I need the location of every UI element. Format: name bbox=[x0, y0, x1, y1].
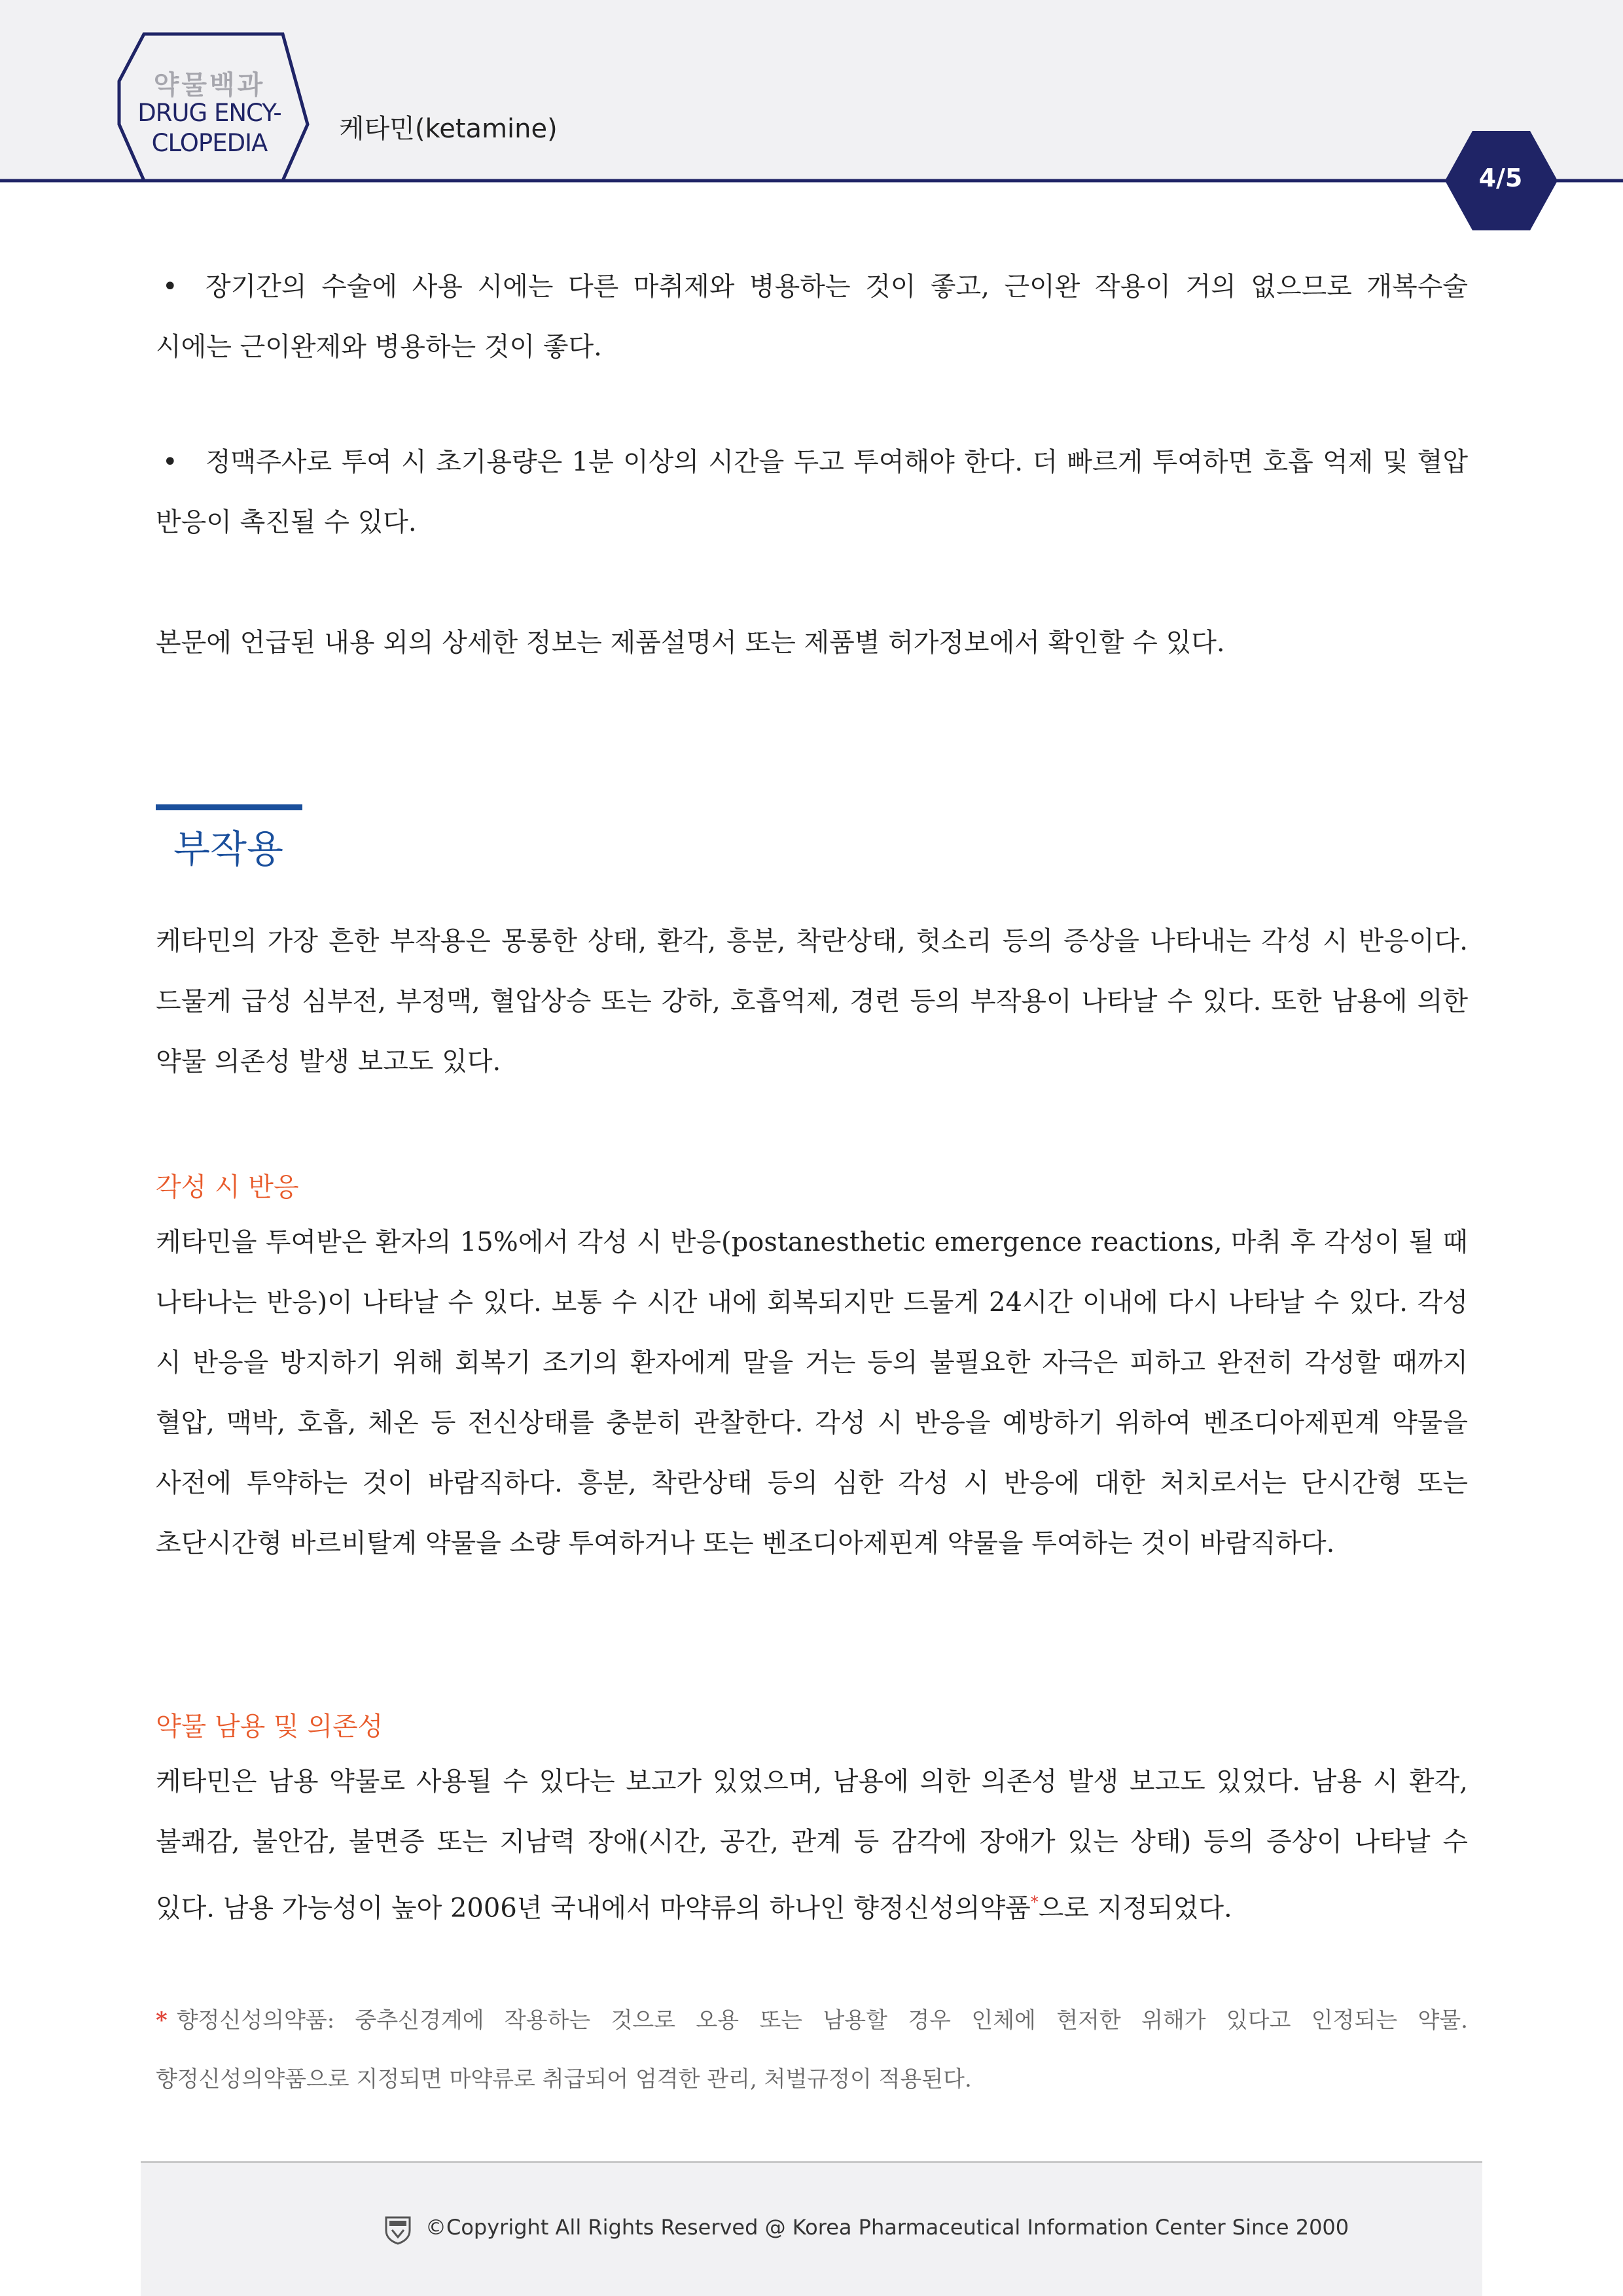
bullet-text: 정맥주사로 투여 시 초기용량은 1분 이상의 시간을 두고 투여해야 한다. 더 빠르게 투여하면 호흡 억제 및 혈압 반응이 촉진될 수 있다. bbox=[156, 447, 1468, 537]
shield-icon bbox=[383, 2215, 413, 2245]
section-title: 부작용 bbox=[173, 827, 284, 871]
bullet-item bbox=[156, 432, 1468, 552]
bullet-item bbox=[156, 257, 1468, 377]
bullet-mark: • bbox=[162, 272, 178, 302]
footnote bbox=[156, 1991, 1468, 2109]
detail-info-note: 본문에 언급된 내용 외의 상세한 정보는 제품설명서 또는 제품별 허가정보에서 확인할 수 있다. bbox=[156, 628, 1225, 658]
abuse-text: 케타민은 남용 약물로 사용될 수 있다는 보고가 있었으며, 남용에 의한 의존성 발생 보고도 있었다. 남용 시 환각, 불쾌감, 불안감, 불면증 또는 지남력 장애(시간, 공간, 관계 등 감각에 장애가 있는 상태) 등의 증상이 나타날 수 있다. 남용 가능성이 높아 2006년 국내에서 마약류의 하나인 향정신성의약품 bbox=[156, 1767, 1468, 1924]
logo-english-line1: DRUG ENCY- bbox=[137, 99, 281, 127]
abuse-body bbox=[156, 1751, 1468, 1938]
footnote-reference: * bbox=[1030, 1893, 1039, 1911]
bullet-mark: • bbox=[162, 447, 178, 477]
emergence-body: 케타민을 투여받은 환자의 15%에서 각성 시 반응(postanesthetic emergence reactions, 마취 후 각성이 될 때 나타나는 반응)이 나타날 수 있다. 보통 수 시간 내에 회복되지만 드물게 24시간 이내에 다시 나타날 수 있다. 각성 시 반응을 방지하기 위해 회복기 조기의 환자에게 말을 거는 등의 불필요한 자극은 피하고 완전히 각성할 때까지 혈압, 맥박, 호흡, 체온 등 전신상태를 충분히 관찰한다. 각성 시 반응을 예방하기 위하여 벤조디아제핀계 약물을 사전에 투약하는 것이 바람직하다. 흥분, 착란상태 등의 심한 각성 시 반응에 대한 처치로서는 단시간형 또는 초단시간형 바르비탈계 약물을 소량 투여하거나 또는 벤조디아제핀계 약물을 투여하는 것이 바람직하다. bbox=[156, 1227, 1468, 1558]
side-effects-summary: 케타민의 가장 흔한 부작용은 몽롱한 상태, 환각, 흥분, 착란상태, 헛소리 등의 증상을 나타내는 각성 시 반응이다. 드물게 급성 심부전, 부정맥, 혈압상승 또는 강하, 호흡억제, 경련 등의 부작용이 나타날 수 있다. 또한 남용에 의한 약물 의존성 발생 보고도 있다. bbox=[156, 926, 1468, 1077]
abuse-text-end: 으로 지정되었다. bbox=[1038, 1893, 1232, 1924]
page-number: 4/5 bbox=[1478, 164, 1523, 192]
section-title-bar bbox=[156, 804, 302, 810]
subheading-abuse: 약물 남용 및 의존성 bbox=[156, 1712, 383, 1742]
bullet-text: 장기간의 수술에 사용 시에는 다른 마취제와 병용하는 것이 좋고, 근이완 작용이 거의 없으므로 개복수술 시에는 근이완제와 병용하는 것이 좋다. bbox=[156, 272, 1468, 362]
subheading-emergence: 각성 시 반응 bbox=[156, 1172, 299, 1202]
logo-english bbox=[131, 98, 288, 158]
footnote-mark: * bbox=[156, 2007, 168, 2034]
logo-english-line2: CLOPEDIA bbox=[151, 129, 268, 157]
copyright-text: ©Copyright All Rights Reserved @ Korea Pharmaceutical Information Center Since 2000 bbox=[425, 2215, 1349, 2240]
footnote-text: 향정신성의약품: 중추신경계에 작용하는 것으로 오용 또는 남용할 경우 인체에 현저한 위해가 있다고 인정되는 약물. 향정신성의약품으로 지정되면 마약류로 취급되어 엄격한 관리, 처벌규정이 적용된다. bbox=[156, 2007, 1468, 2092]
document-title: 케타민(ketamine) bbox=[339, 114, 558, 144]
logo-korean: 약물백과 bbox=[153, 70, 266, 100]
